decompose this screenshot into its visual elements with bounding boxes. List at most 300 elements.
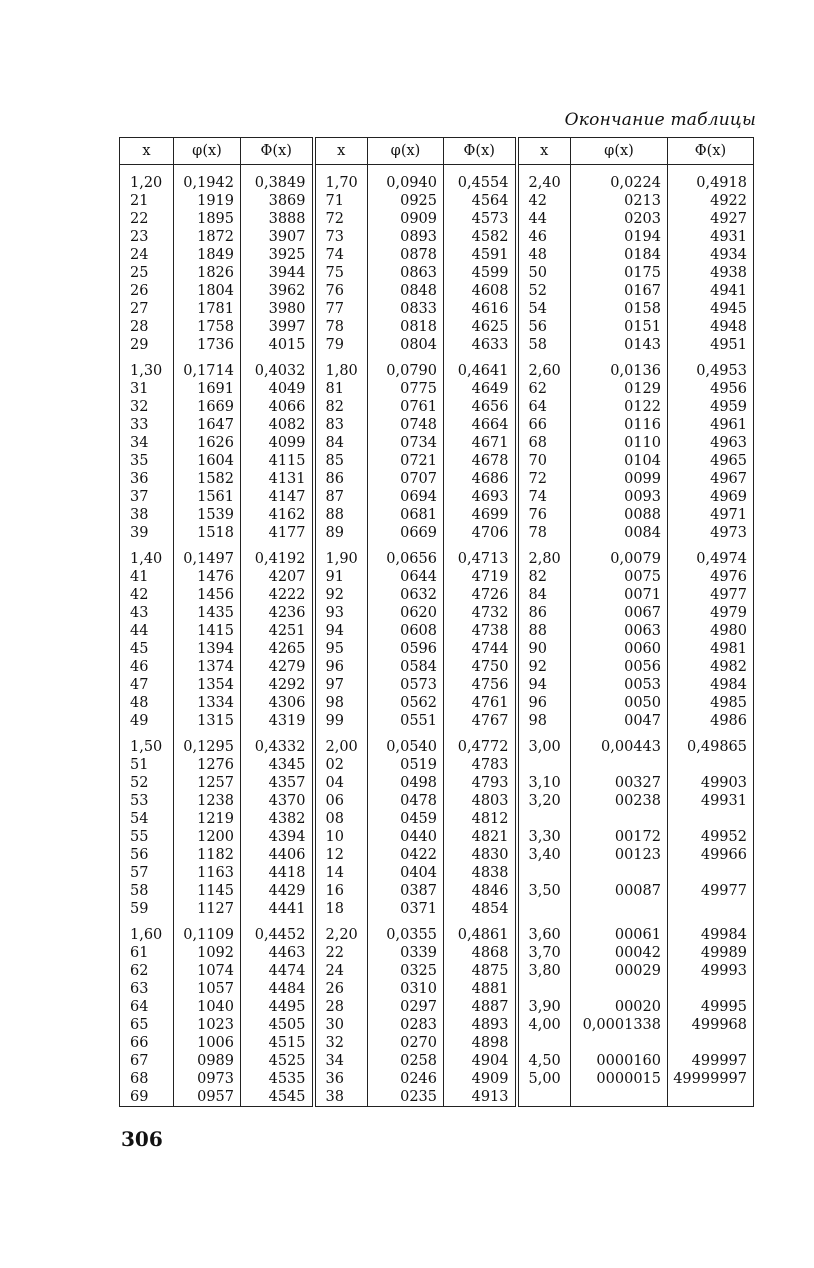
cell-Phi: 4756: [444, 676, 517, 694]
cell-x: 24: [120, 246, 174, 264]
table-row: [120, 774, 754, 792]
cell-phi: 0,1109: [174, 926, 241, 944]
cell-phi: 00172: [571, 828, 668, 846]
cell-Phi: 4927: [668, 210, 754, 228]
cell-Phi: 3962: [241, 282, 314, 300]
cell-phi: 0573: [368, 676, 444, 694]
cell-Phi: 4671: [444, 434, 517, 452]
cell-phi: 0775: [368, 380, 444, 398]
cell-x: 44: [120, 622, 174, 640]
cell-Phi: 4099: [241, 434, 314, 452]
cell-x: 26: [120, 282, 174, 300]
cell-phi: 0,0224: [571, 165, 668, 193]
cell-x: 54: [517, 300, 571, 318]
cell-phi: 0194: [571, 228, 668, 246]
cell-phi: 0310: [368, 980, 444, 998]
cell-Phi: 3925: [241, 246, 314, 264]
cell-phi: 0,1714: [174, 362, 241, 380]
cell-x: 32: [314, 1034, 368, 1052]
table-body: [120, 165, 754, 1107]
cell-phi: 0060: [571, 640, 668, 658]
cell-phi: 1074: [174, 962, 241, 980]
cell-phi: 1804: [174, 282, 241, 300]
cell-Phi: 4761: [444, 694, 517, 712]
spacer-cell: [174, 354, 241, 362]
cell-phi: 00238: [571, 792, 668, 810]
cell-Phi: 4985: [668, 694, 754, 712]
cell-phi: 0,1497: [174, 550, 241, 568]
cell-x: 24: [314, 962, 368, 980]
cell-Phi: 4382: [241, 810, 314, 828]
cell-Phi: 4049: [241, 380, 314, 398]
cell-Phi: 0,4953: [668, 362, 754, 380]
cell-Phi: 4881: [444, 980, 517, 998]
table-row: [120, 694, 754, 712]
cell-phi: 0075: [571, 568, 668, 586]
cell-phi: 0422: [368, 846, 444, 864]
table-row: [120, 962, 754, 980]
cell-Phi: 49931: [668, 792, 754, 810]
cell-x: 76: [517, 506, 571, 524]
table-row: [120, 712, 754, 730]
spacer-cell: [444, 918, 517, 926]
cell-Phi: 4306: [241, 694, 314, 712]
cell-phi: 0818: [368, 318, 444, 336]
page-number: 306: [121, 1127, 163, 1151]
cell-phi: 1476: [174, 568, 241, 586]
cell-Phi: 4573: [444, 210, 517, 228]
cell-x: 34: [314, 1052, 368, 1070]
cell-phi: 0,1295: [174, 738, 241, 756]
cell-x: 5,00: [517, 1070, 571, 1088]
cell-Phi: 4971: [668, 506, 754, 524]
cell-phi: 0608: [368, 622, 444, 640]
spacer-cell: [444, 354, 517, 362]
spacer-cell: [241, 730, 314, 738]
cell-Phi: 4719: [444, 568, 517, 586]
cell-Phi: 4649: [444, 380, 517, 398]
table-row: [120, 640, 754, 658]
cell-x: 65: [120, 1016, 174, 1034]
cell-Phi: 0,4192: [241, 550, 314, 568]
table-row: [120, 792, 754, 810]
cell-x: 45: [120, 640, 174, 658]
cell-phi: 1849: [174, 246, 241, 264]
cell-phi: 0056: [571, 658, 668, 676]
cell-Phi: 4345: [241, 756, 314, 774]
cell-Phi: 3907: [241, 228, 314, 246]
cell-phi: 0213: [571, 192, 668, 210]
cell-Phi: 4535: [241, 1070, 314, 1088]
cell-x: 1,30: [120, 362, 174, 380]
cell-phi: 0893: [368, 228, 444, 246]
cell-x: 79: [314, 336, 368, 354]
cell-x: 04: [314, 774, 368, 792]
spacer-cell: [368, 730, 444, 738]
cell-phi: 0584: [368, 658, 444, 676]
cell-phi: 0122: [571, 398, 668, 416]
cell-Phi: 4495: [241, 998, 314, 1016]
cell-x: 51: [120, 756, 174, 774]
cell-Phi: 4898: [444, 1034, 517, 1052]
cell-phi: 1561: [174, 488, 241, 506]
cell-x: 12: [314, 846, 368, 864]
cell-Phi: 3997: [241, 318, 314, 336]
cell-Phi: 4846: [444, 882, 517, 900]
cell-Phi: 0,4918: [668, 165, 754, 193]
cell-phi: 0,0001338: [571, 1016, 668, 1034]
cell-phi: [571, 980, 668, 998]
cell-Phi: 0,3849: [241, 165, 314, 193]
cell-Phi: 4812: [444, 810, 517, 828]
cell-Phi: 4370: [241, 792, 314, 810]
cell-x: 48: [517, 246, 571, 264]
cell-x: 32: [120, 398, 174, 416]
cell-phi: 0,0540: [368, 738, 444, 756]
header-phi-small: φ(x): [174, 138, 241, 165]
cell-x: 23: [120, 228, 174, 246]
cell-phi: [571, 1088, 668, 1107]
cell-Phi: 4744: [444, 640, 517, 658]
cell-Phi: 4967: [668, 470, 754, 488]
cell-x: 29: [120, 336, 174, 354]
cell-phi: 1826: [174, 264, 241, 282]
spacer-cell: [241, 918, 314, 926]
cell-x: 36: [120, 470, 174, 488]
cell-phi: 1127: [174, 900, 241, 918]
table-row: [120, 568, 754, 586]
cell-phi: 1276: [174, 756, 241, 774]
spacer-cell: [571, 918, 668, 926]
cell-phi: 1315: [174, 712, 241, 730]
cell-x: 62: [120, 962, 174, 980]
cell-phi: [571, 756, 668, 774]
normal-distribution-table: [119, 137, 754, 1107]
cell-phi: 0063: [571, 622, 668, 640]
cell-Phi: 4664: [444, 416, 517, 434]
cell-phi: 0050: [571, 694, 668, 712]
cell-phi: 00042: [571, 944, 668, 962]
cell-x: 77: [314, 300, 368, 318]
group-spacer: [120, 918, 754, 926]
table-row: [120, 228, 754, 246]
cell-x: 21: [120, 192, 174, 210]
table-row: [120, 980, 754, 998]
cell-Phi: 49984: [668, 926, 754, 944]
cell-Phi: 4394: [241, 828, 314, 846]
cell-Phi: 49995: [668, 998, 754, 1016]
cell-x: 22: [314, 944, 368, 962]
cell-Phi: 4893: [444, 1016, 517, 1034]
cell-x: 91: [314, 568, 368, 586]
cell-Phi: 4909: [444, 1070, 517, 1088]
cell-x: 36: [314, 1070, 368, 1088]
cell-Phi: 4973: [668, 524, 754, 542]
cell-Phi: 4938: [668, 264, 754, 282]
table-row: [120, 318, 754, 336]
cell-phi: [571, 810, 668, 828]
cell-Phi: 4830: [444, 846, 517, 864]
table-caption: Окончание таблицы: [564, 110, 756, 130]
table-row: [120, 900, 754, 918]
cell-x: 3,30: [517, 828, 571, 846]
cell-phi: 0989: [174, 1052, 241, 1070]
cell-phi: 1006: [174, 1034, 241, 1052]
cell-Phi: 0,49865: [668, 738, 754, 756]
cell-x: 18: [314, 900, 368, 918]
table-row: [120, 1052, 754, 1070]
cell-Phi: 4750: [444, 658, 517, 676]
cell-x: 3,80: [517, 962, 571, 980]
spacer-cell: [120, 730, 174, 738]
cell-Phi: 4147: [241, 488, 314, 506]
table-row: [120, 738, 754, 756]
cell-x: 33: [120, 416, 174, 434]
table-row: [120, 810, 754, 828]
cell-Phi: 4963: [668, 434, 754, 452]
cell-x: 86: [314, 470, 368, 488]
cell-phi: 1647: [174, 416, 241, 434]
cell-phi: 0246: [368, 1070, 444, 1088]
cell-phi: 0,0355: [368, 926, 444, 944]
cell-Phi: 4177: [241, 524, 314, 542]
cell-Phi: 4279: [241, 658, 314, 676]
spacer-cell: [517, 730, 571, 738]
cell-x: 82: [314, 398, 368, 416]
spacer-cell: [241, 354, 314, 362]
cell-Phi: 4726: [444, 586, 517, 604]
cell-phi: 1182: [174, 846, 241, 864]
cell-phi: 0084: [571, 524, 668, 542]
cell-phi: 1781: [174, 300, 241, 318]
cell-phi: 0143: [571, 336, 668, 354]
cell-x: 53: [120, 792, 174, 810]
cell-x: 78: [314, 318, 368, 336]
cell-x: 57: [120, 864, 174, 882]
cell-phi: 0258: [368, 1052, 444, 1070]
cell-Phi: 4591: [444, 246, 517, 264]
cell-Phi: 4319: [241, 712, 314, 730]
cell-x: 2,00: [314, 738, 368, 756]
cell-Phi: 4082: [241, 416, 314, 434]
cell-x: 48: [120, 694, 174, 712]
cell-phi: 0973: [174, 1070, 241, 1088]
cell-x: 28: [314, 998, 368, 1016]
cell-phi: 0184: [571, 246, 668, 264]
cell-x: [517, 864, 571, 882]
cell-x: 72: [517, 470, 571, 488]
cell-x: 43: [120, 604, 174, 622]
spacer-cell: [517, 354, 571, 362]
cell-Phi: [668, 810, 754, 828]
cell-Phi: [668, 1088, 754, 1107]
cell-x: 99: [314, 712, 368, 730]
cell-Phi: [668, 756, 754, 774]
cell-x: 87: [314, 488, 368, 506]
cell-phi: 0734: [368, 434, 444, 452]
cell-Phi: 4463: [241, 944, 314, 962]
spacer-cell: [174, 918, 241, 926]
cell-x: 47: [120, 676, 174, 694]
cell-Phi: 4793: [444, 774, 517, 792]
spacer-cell: [668, 730, 754, 738]
cell-Phi: 3980: [241, 300, 314, 318]
spacer-cell: [444, 542, 517, 550]
cell-phi: 0707: [368, 470, 444, 488]
cell-Phi: 4956: [668, 380, 754, 398]
cell-Phi: 4948: [668, 318, 754, 336]
cell-x: 61: [120, 944, 174, 962]
cell-phi: 0551: [368, 712, 444, 730]
cell-Phi: 4582: [444, 228, 517, 246]
table-row: [120, 926, 754, 944]
spacer-cell: [314, 354, 368, 362]
cell-phi: [571, 900, 668, 918]
header-x: x: [314, 138, 368, 165]
cell-x: 70: [517, 452, 571, 470]
table-row: [120, 1016, 754, 1034]
cell-phi: 1669: [174, 398, 241, 416]
cell-Phi: 4131: [241, 470, 314, 488]
cell-x: 88: [517, 622, 571, 640]
cell-x: 75: [314, 264, 368, 282]
cell-phi: 0761: [368, 398, 444, 416]
cell-phi: 0620: [368, 604, 444, 622]
table-row: [120, 622, 754, 640]
cell-phi: 0093: [571, 488, 668, 506]
cell-Phi: 499968: [668, 1016, 754, 1034]
spacer-cell: [120, 918, 174, 926]
cell-x: 68: [517, 434, 571, 452]
spacer-cell: [241, 542, 314, 550]
cell-x: 3,90: [517, 998, 571, 1016]
cell-Phi: 3944: [241, 264, 314, 282]
cell-Phi: 4868: [444, 944, 517, 962]
spacer-cell: [120, 542, 174, 550]
cell-phi: 0,0136: [571, 362, 668, 380]
cell-Phi: 4207: [241, 568, 314, 586]
cell-Phi: 4633: [444, 336, 517, 354]
cell-phi: 0,0656: [368, 550, 444, 568]
table-row: [120, 506, 754, 524]
cell-Phi: 4934: [668, 246, 754, 264]
cell-x: 49: [120, 712, 174, 730]
cell-Phi: 4292: [241, 676, 314, 694]
cell-phi: 0681: [368, 506, 444, 524]
cell-Phi: 4616: [444, 300, 517, 318]
cell-Phi: 4941: [668, 282, 754, 300]
spacer-cell: [314, 542, 368, 550]
cell-Phi: 4699: [444, 506, 517, 524]
cell-phi: 0283: [368, 1016, 444, 1034]
group-spacer: [120, 542, 754, 550]
table-row: [120, 452, 754, 470]
cell-Phi: 4977: [668, 586, 754, 604]
cell-x: 3,20: [517, 792, 571, 810]
cell-Phi: 4357: [241, 774, 314, 792]
cell-x: 84: [314, 434, 368, 452]
cell-phi: 0067: [571, 604, 668, 622]
cell-phi: 1582: [174, 470, 241, 488]
spacer-cell: [571, 730, 668, 738]
cell-Phi: 4678: [444, 452, 517, 470]
cell-x: 10: [314, 828, 368, 846]
cell-x: 92: [517, 658, 571, 676]
cell-x: 14: [314, 864, 368, 882]
cell-Phi: 4625: [444, 318, 517, 336]
table-row: [120, 882, 754, 900]
table-row: [120, 756, 754, 774]
cell-phi: 0387: [368, 882, 444, 900]
cell-x: 2,80: [517, 550, 571, 568]
table-row: [120, 998, 754, 1016]
cell-Phi: 49989: [668, 944, 754, 962]
cell-phi: 0925: [368, 192, 444, 210]
table-row: [120, 1070, 754, 1088]
cell-x: 44: [517, 210, 571, 228]
cell-phi: 00061: [571, 926, 668, 944]
cell-Phi: 0,4554: [444, 165, 517, 193]
table-row: [120, 398, 754, 416]
table-row: [120, 246, 754, 264]
cell-phi: 0519: [368, 756, 444, 774]
cell-Phi: 4015: [241, 336, 314, 354]
cell-phi: 1895: [174, 210, 241, 228]
header-phi-capital: Φ(x): [444, 138, 517, 165]
cell-phi: 1626: [174, 434, 241, 452]
cell-phi: 1023: [174, 1016, 241, 1034]
cell-phi: 0104: [571, 452, 668, 470]
cell-phi: 0175: [571, 264, 668, 282]
cell-phi: 1057: [174, 980, 241, 998]
cell-phi: 1334: [174, 694, 241, 712]
cell-phi: 1040: [174, 998, 241, 1016]
cell-x: 3,00: [517, 738, 571, 756]
cell-x: 46: [517, 228, 571, 246]
cell-Phi: 4959: [668, 398, 754, 416]
spacer-cell: [668, 918, 754, 926]
cell-phi: 0325: [368, 962, 444, 980]
group-spacer: [120, 730, 754, 738]
table-row: [120, 944, 754, 962]
cell-Phi: 0,4032: [241, 362, 314, 380]
cell-x: 59: [120, 900, 174, 918]
table-row: [120, 524, 754, 542]
cell-Phi: 4767: [444, 712, 517, 730]
cell-x: 85: [314, 452, 368, 470]
cell-Phi: 4965: [668, 452, 754, 470]
cell-x: 67: [120, 1052, 174, 1070]
cell-x: 1,20: [120, 165, 174, 193]
table-row: [120, 864, 754, 882]
cell-x: [517, 980, 571, 998]
cell-Phi: 4474: [241, 962, 314, 980]
cell-phi: 0404: [368, 864, 444, 882]
cell-phi: 1736: [174, 336, 241, 354]
cell-x: 56: [517, 318, 571, 336]
cell-Phi: 3888: [241, 210, 314, 228]
cell-x: 96: [314, 658, 368, 676]
cell-phi: 0000160: [571, 1052, 668, 1070]
cell-x: 1,60: [120, 926, 174, 944]
cell-x: 52: [120, 774, 174, 792]
cell-Phi: 4115: [241, 452, 314, 470]
spacer-cell: [120, 354, 174, 362]
header-x: x: [120, 138, 174, 165]
cell-phi: [571, 864, 668, 882]
cell-x: 27: [120, 300, 174, 318]
cell-x: 35: [120, 452, 174, 470]
